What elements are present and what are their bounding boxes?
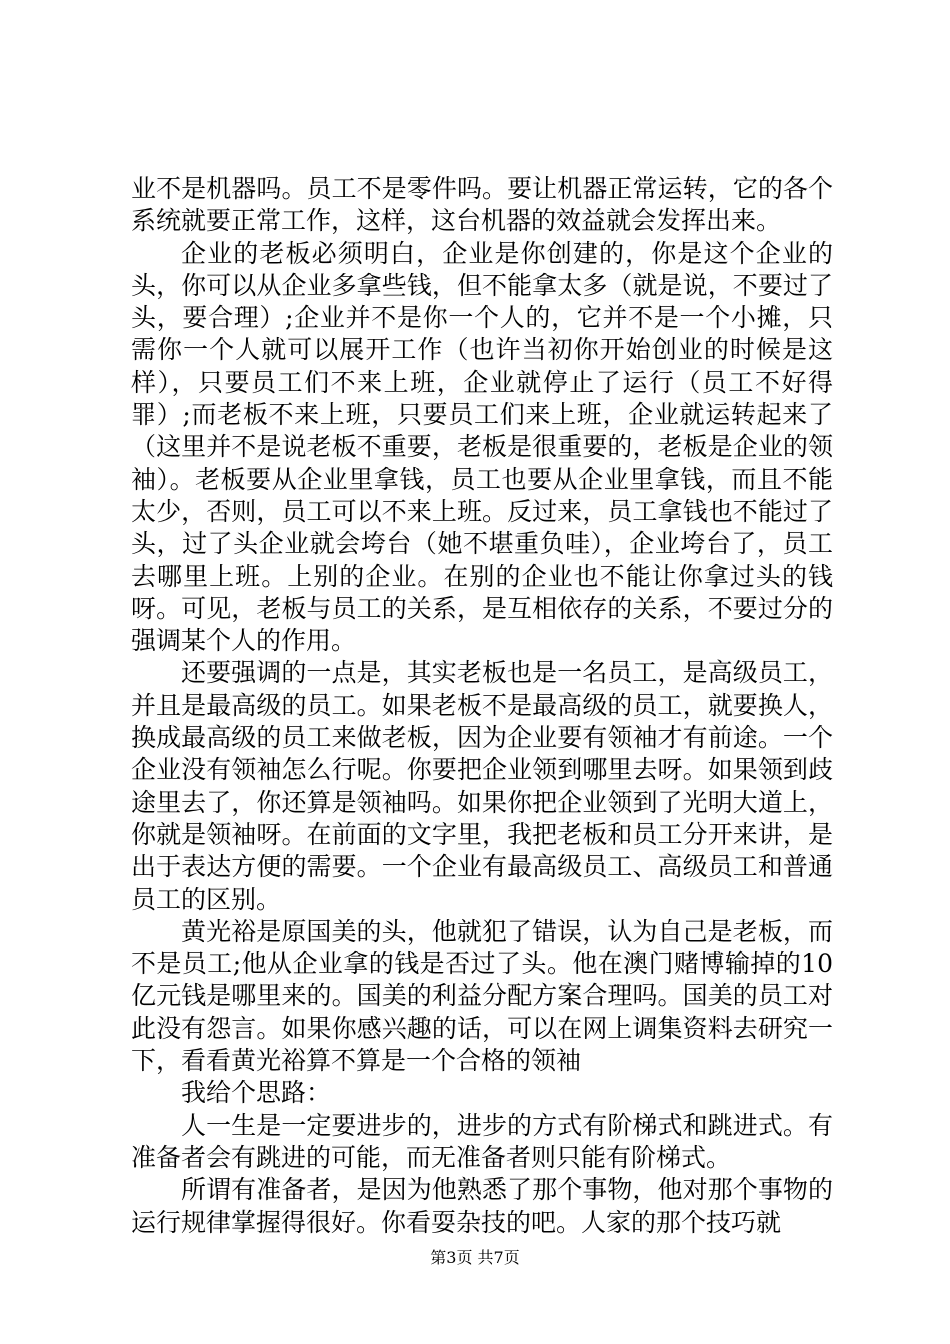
paragraph-4: 黄光裕是原国美的头，他就犯了错误，认为自己是老板，而不是员工;他从企业拿的钱是否过了头。他在澳门赌博输掉的10亿元钱是哪里来的。国美的利益分配方案合理吗。国美的员工对此没有怨言。如果你感兴趣的话，可以在网上调集资料去研究一下，看看黄光裕算不算是一个合格的领袖 [131, 916, 833, 1076]
document-body [131, 173, 833, 1239]
paragraph-5: 我给个思路： [181, 1078, 332, 1108]
page-number-footer: 第3页 共7页 [430, 1248, 520, 1267]
paragraph-6: 人一生是一定要进步的，进步的方式有阶梯式和跳进式。有准备者会有跳进的可能，而无准备者则只能有阶梯式。 [131, 1110, 833, 1172]
paragraph-1: 业不是机器吗。员工不是零件吗。要让机器正常运转，它的各个系统就要正常工作，这样，这台机器的效益就会发挥出来。 [131, 174, 833, 236]
paragraph-3: 还要强调的一点是，其实老板也是一名员工，是高级员工，并且是最高级的员工。如果老板不是最高级的员工，就要换人，换成最高级的员工来做老板，因为企业要有领袖才有前途。一个企业没有领袖怎么行呢。你要把企业领到哪里去呀。如果领到歧途里去了，你还算是领袖吗。如果你把企业领到了光明大道上，你就是领袖呀。在前面的文字里，我把老板和员工分开来讲，是出于表达方便的需要。一个企业有最高级员工、高级员工和普通员工的区别。 [131, 658, 833, 914]
paragraph-2: 企业的老板必须明白，企业是你创建的，你是这个企业的头，你可以从企业多拿些钱，但不能拿太多（就是说，不要过了头，要合理）;企业并不是你一个人的，它并不是一个小摊，只需你一个人就可以展开工作（也许当初你开始创业的时候是这样），只要员工们不来上班，企业就停止了运行（员工不好得罪）;而老板不来上班，只要员工们来上班，企业就运转起来了（这里并不是说老板不重要，老板是很重要的，老板是企业的领袖）。老板要从企业里拿钱，员工也要从企业里拿钱，而且不能太少，否则，员工可以不来上班。反过来，员工拿钱也不能过了头，过了头企业就会垮台（她不堪重负哇），企业垮台了，员工去哪里上班。上别的企业。在别的企业也不能让你拿过头的钱呀。可见，老板与员工的关系，是互相依存的关系，不要过分的强调某个人的作用。 [131, 238, 833, 656]
paragraph-7: 所谓有准备者，是因为他熟悉了那个事物，他对那个事物的运行规律掌握得很好。你看耍杂技的吧。人家的那个技巧就 [131, 1175, 833, 1237]
